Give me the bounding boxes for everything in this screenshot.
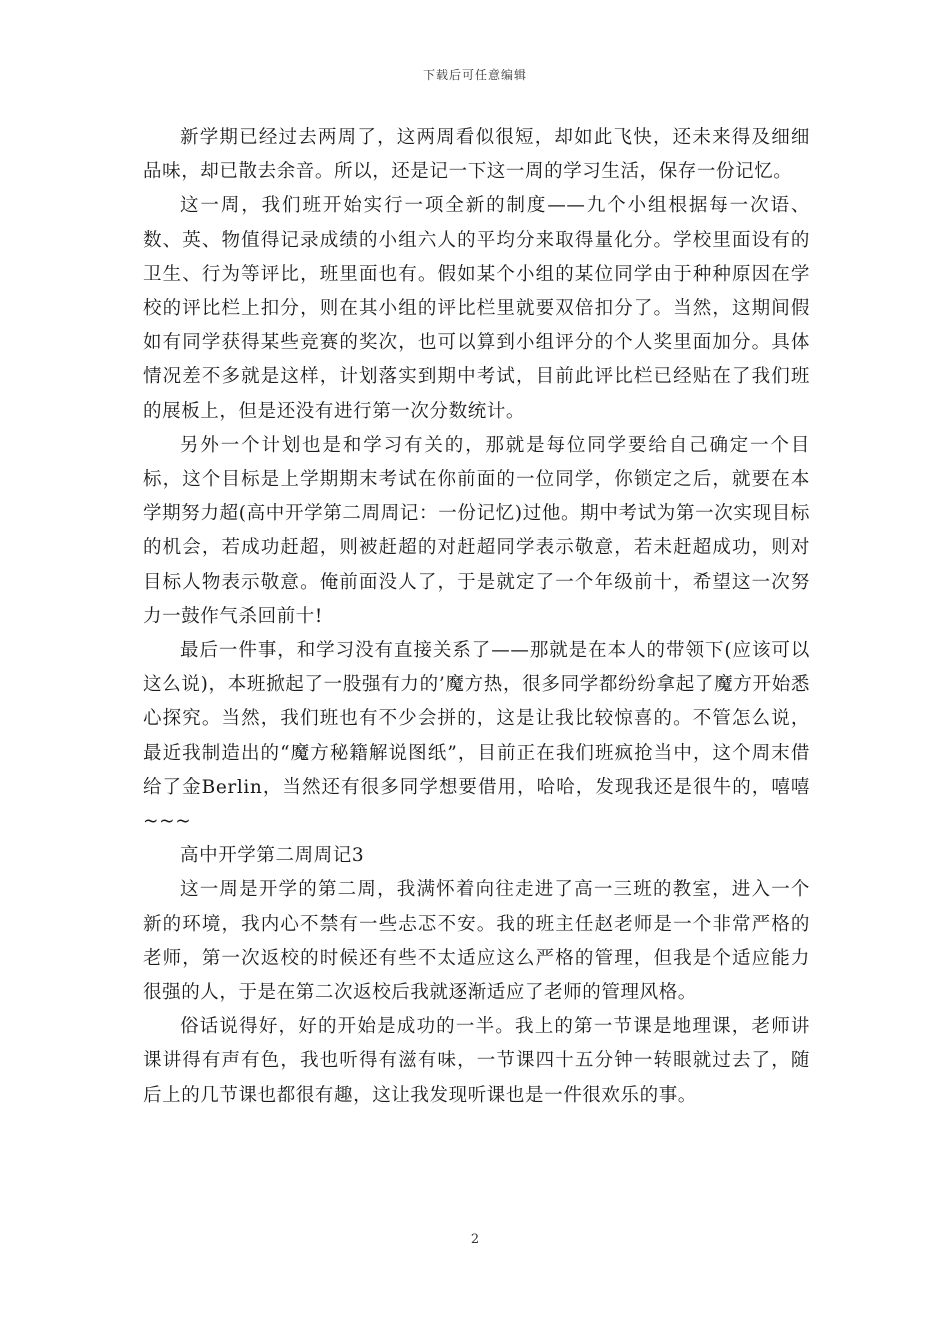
document-body [143, 121, 810, 1113]
paragraph: 最后一件事，和学习没有直接关系了——那就是在本人的带领下(应该可以这么说)，本班掀起了一股强有力的’魔方热，很多同学都纷纷拿起了魔方开始悉心探究。当然，我们班也有不少会拼的，这是让我比较惊喜的。不管怎么说，最近我制造出的“魔方秘籍解说图纸”，目前正在我们班疯抢当中，这个周末借给了金Berlin，当然还有很多同学想要借用，哈哈，发现我还是很牛的，嘻嘻~~~ [143, 640, 810, 833]
paragraph: 俗话说得好，好的开始是成功的一半。我上的第一节课是地理课，老师讲课讲得有声有色，我也听得有滋有味，一节课四十五分钟一转眼就过去了，随后上的几节课也都很有趣，这让我发现听课也是一件很欢乐的事。 [143, 1016, 810, 1106]
paragraph: 这一周是开学的第二周，我满怀着向往走进了高一三班的教室，进入一个新的环境，我内心不禁有一些忐忑不安。我的班主任赵老师是一个非常严格的老师，第一次返校的时候还有些不太适应这么严格的管理，但我是个适应能力很强的人，于是在第二次返校后我就逐渐适应了老师的管理风格。 [143, 879, 810, 1004]
paragraph: 这一周，我们班开始实行一项全新的制度——九个小组根据每一次语、数、英、物值得记录成绩的小组六人的平均分来取得量化分。学校里面设有的卫生、行为等评比，班里面也有。假如某个小组的某位同学由于种种原因在学校的评比栏上扣分，则在其小组的评比栏里就要双倍扣分了。当然，这期间假如有同学获得某些竞赛的奖次，也可以算到小组评分的个人奖里面加分。具体情况差不多就是这样，计划落实到期中考试，目前此评比栏已经贴在了我们班的展板上，但是还没有进行第一次分数统计。 [143, 195, 810, 422]
paragraph: 另外一个计划也是和学习有关的，那就是每位同学要给自己确定一个目标，这个目标是上学期期末考试在你前面的一位同学，你锁定之后，就要在本学期努力超(高中开学第二周周记：一份记忆)过他。期中考试为第一次实现目标的机会，若成功赶超，则被赶超的对赶超同学表示敬意，若未赶超成功，则对目标人物表示敬意。俺前面没人了，于是就定了一个年级前十，希望这一次努力一鼓作气杀回前十! [143, 434, 810, 627]
page-number: 2 [470, 1232, 480, 1247]
section-title: 高中开学第二周周记3 [180, 845, 365, 867]
page-header: 下载后可任意编辑 [422, 68, 527, 82]
paragraph: 新学期已经过去两周了，这两周看似很短，却如此飞快，还未来得及细细品味，却已散去余音。所以，还是记一下这一周的学习生活，保存一份记忆。 [143, 127, 810, 183]
